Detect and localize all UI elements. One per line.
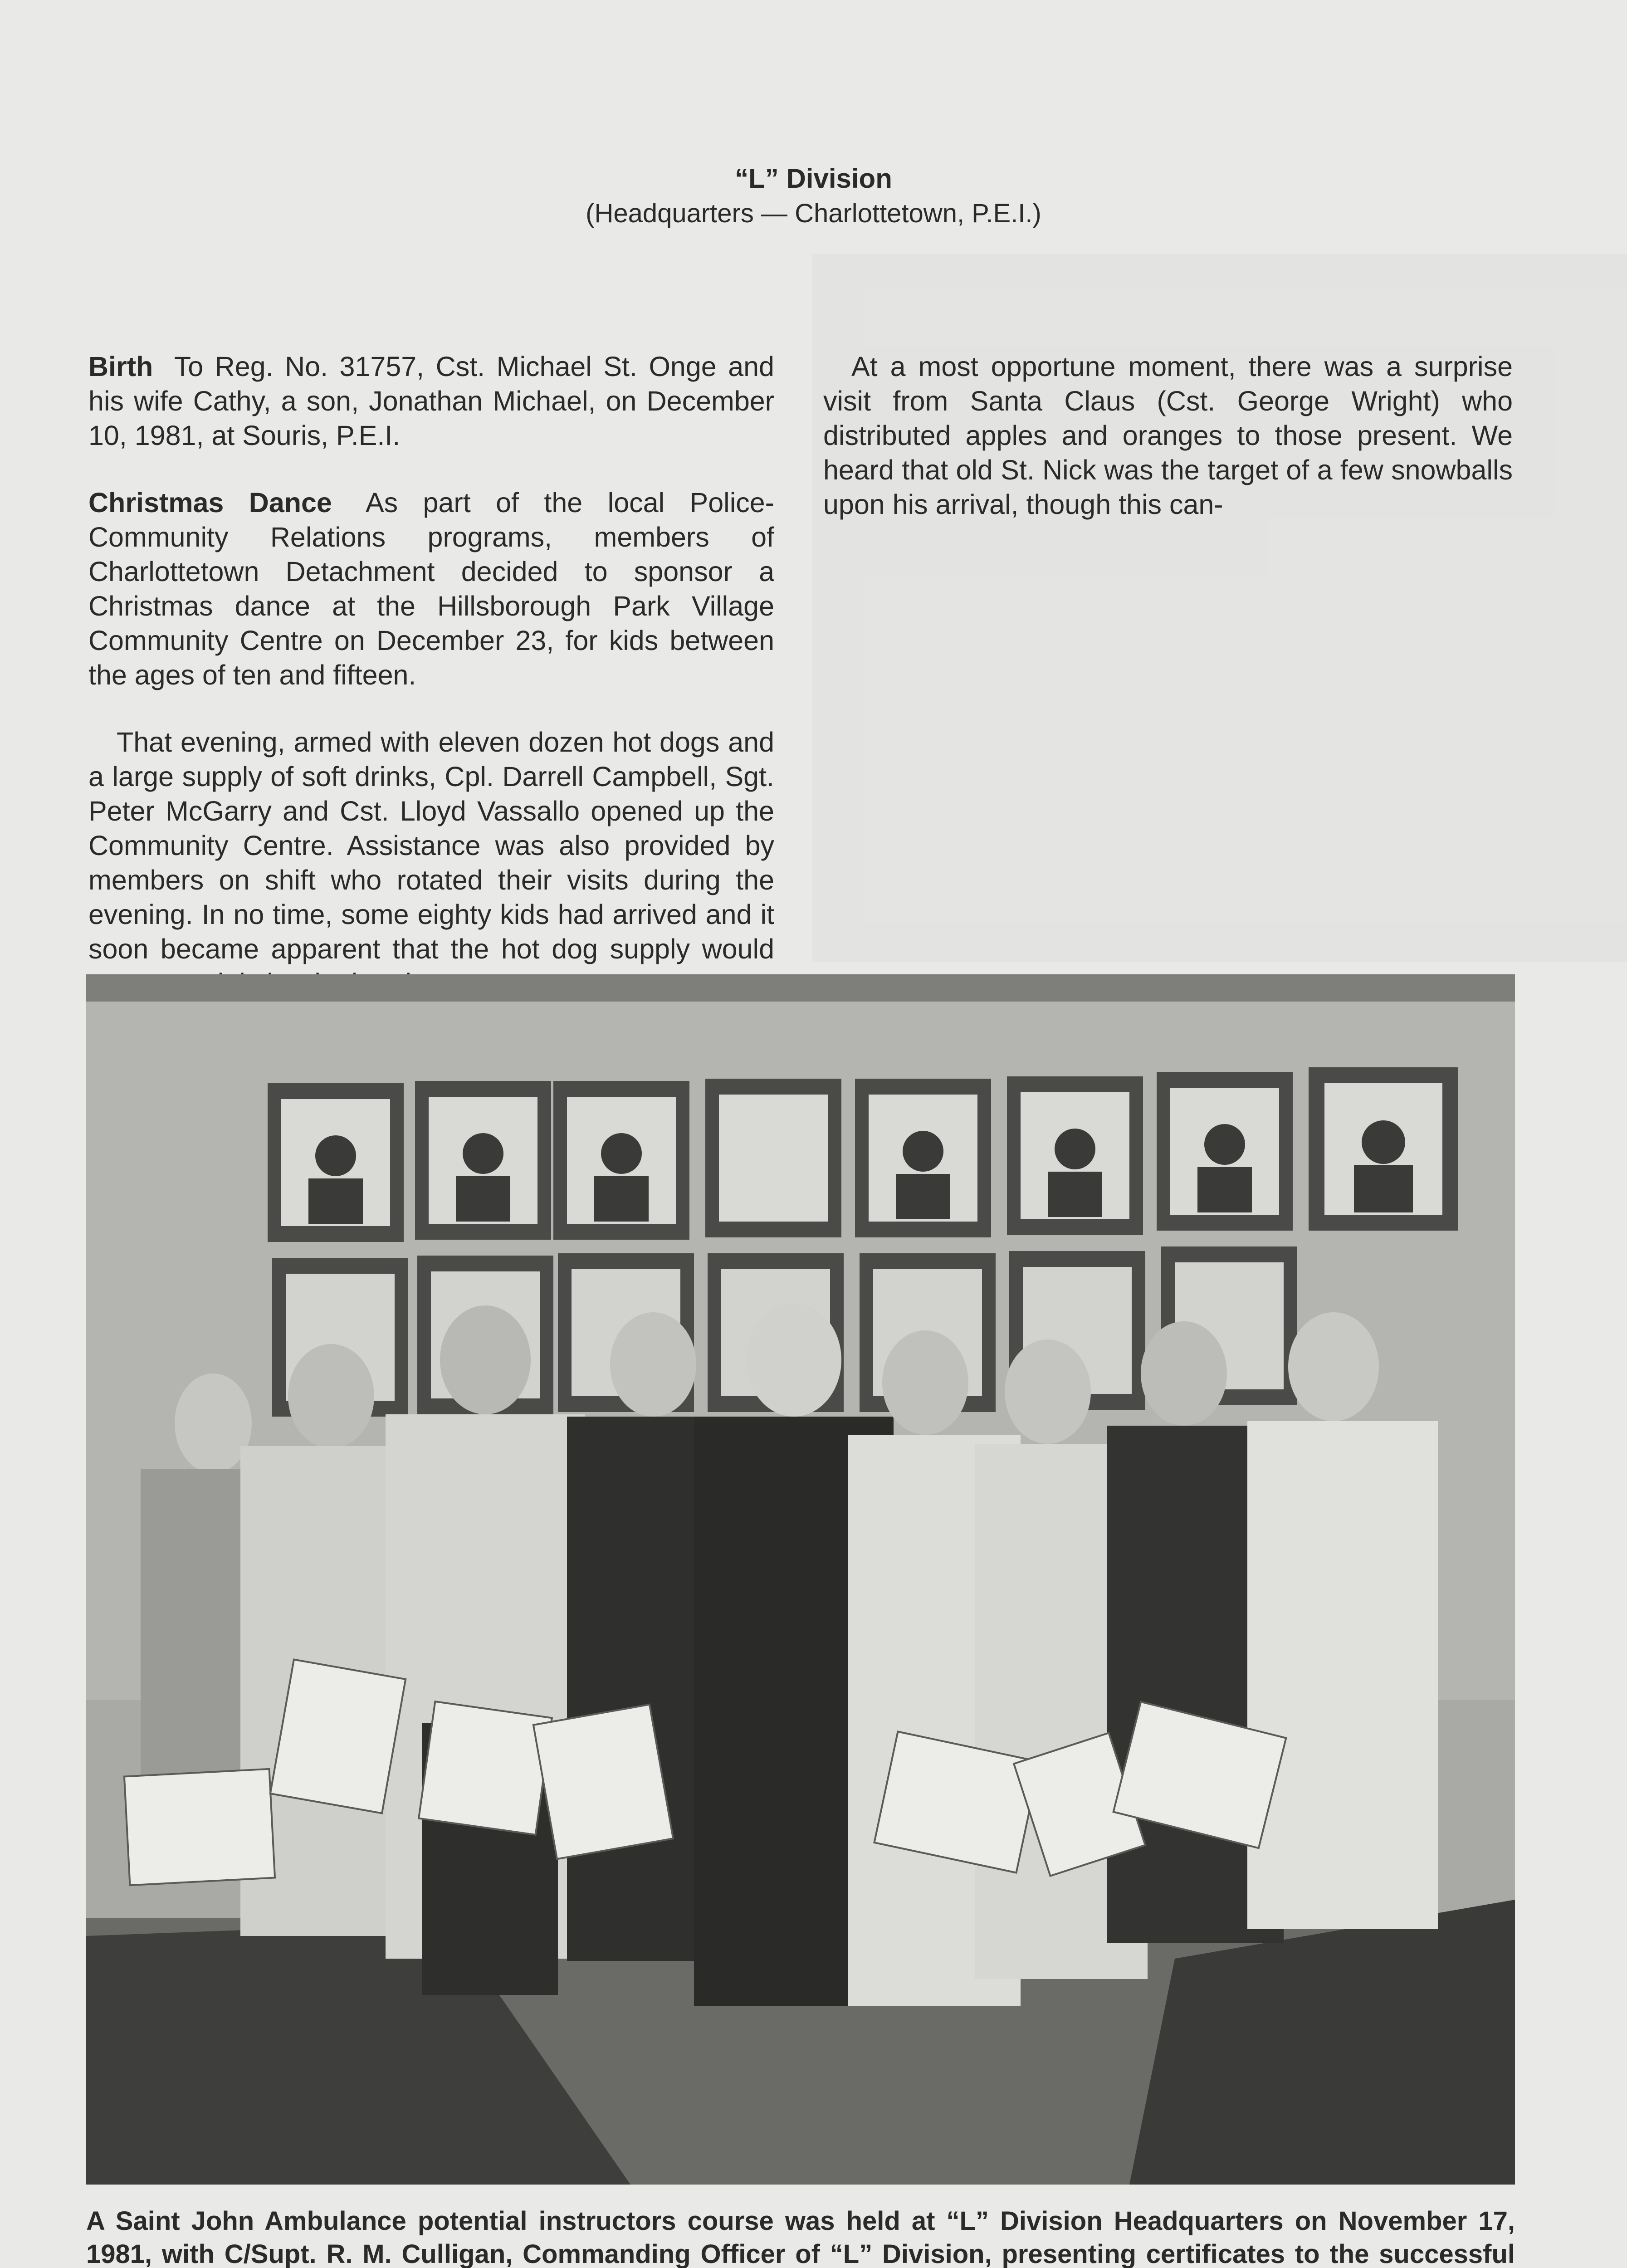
birth-text: To Reg. No. 31757, Cst. Michael St. Onge and his wife Cathy, a son, Jonathan Michael, on December 10, 1981, at Souris, P.E.I. <box>88 351 774 451</box>
photo-caption: A Saint John Ambulance potential instructors course was held at “L” Division Headquarters on November 17, 1981, with C/Supt. R. M. Culligan, Commanding Officer of “L” Division, presenting certificates to the successful <box>86 2206 1515 2268</box>
christmas-dance-paragraph <box>88 485 774 692</box>
birth-heading: Birth <box>88 351 153 382</box>
right-column <box>823 349 1513 554</box>
division-title: “L” Division <box>735 163 892 194</box>
evening-paragraph: That evening, armed with eleven dozen hot dogs and a large supply of soft drinks, Cpl. Darrell Campbell, Sgt. Peter McGarry and Cst. Lloyd Vassallo opened up the Community Centre. Assistance was also provided by members on shift who rotated their visits during the evening. In no time, some eighty kids had arrived and it soon became apparent that the hot dog supply would <box>88 727 774 964</box>
section-header <box>0 161 1627 230</box>
christmas-dance-heading: Christmas Dance <box>88 487 332 518</box>
birth-paragraph <box>88 349 774 453</box>
group-photograph <box>86 974 1515 2185</box>
santa-paragraph: At a most opportune moment, there was a surprise visit from Santa Claus (Cst. George Wright) who distributed apples and oranges to those present. We heard that old St. Nick was the target of a few snowballs upon his arrival, though this can- <box>823 351 1513 520</box>
headquarters-subtitle: (Headquarters — Charlottetown, P.E.I.) <box>586 199 1041 228</box>
christmas-dance-text: As part of the local Police-Community Relations programs, members of Charlottetown Detachment decided to sponsor a Christmas dance at the Hillsborough Park Village Community Centre on December 23, for kids between the ages of ten and fifteen. <box>88 487 774 690</box>
left-column <box>88 349 774 1033</box>
